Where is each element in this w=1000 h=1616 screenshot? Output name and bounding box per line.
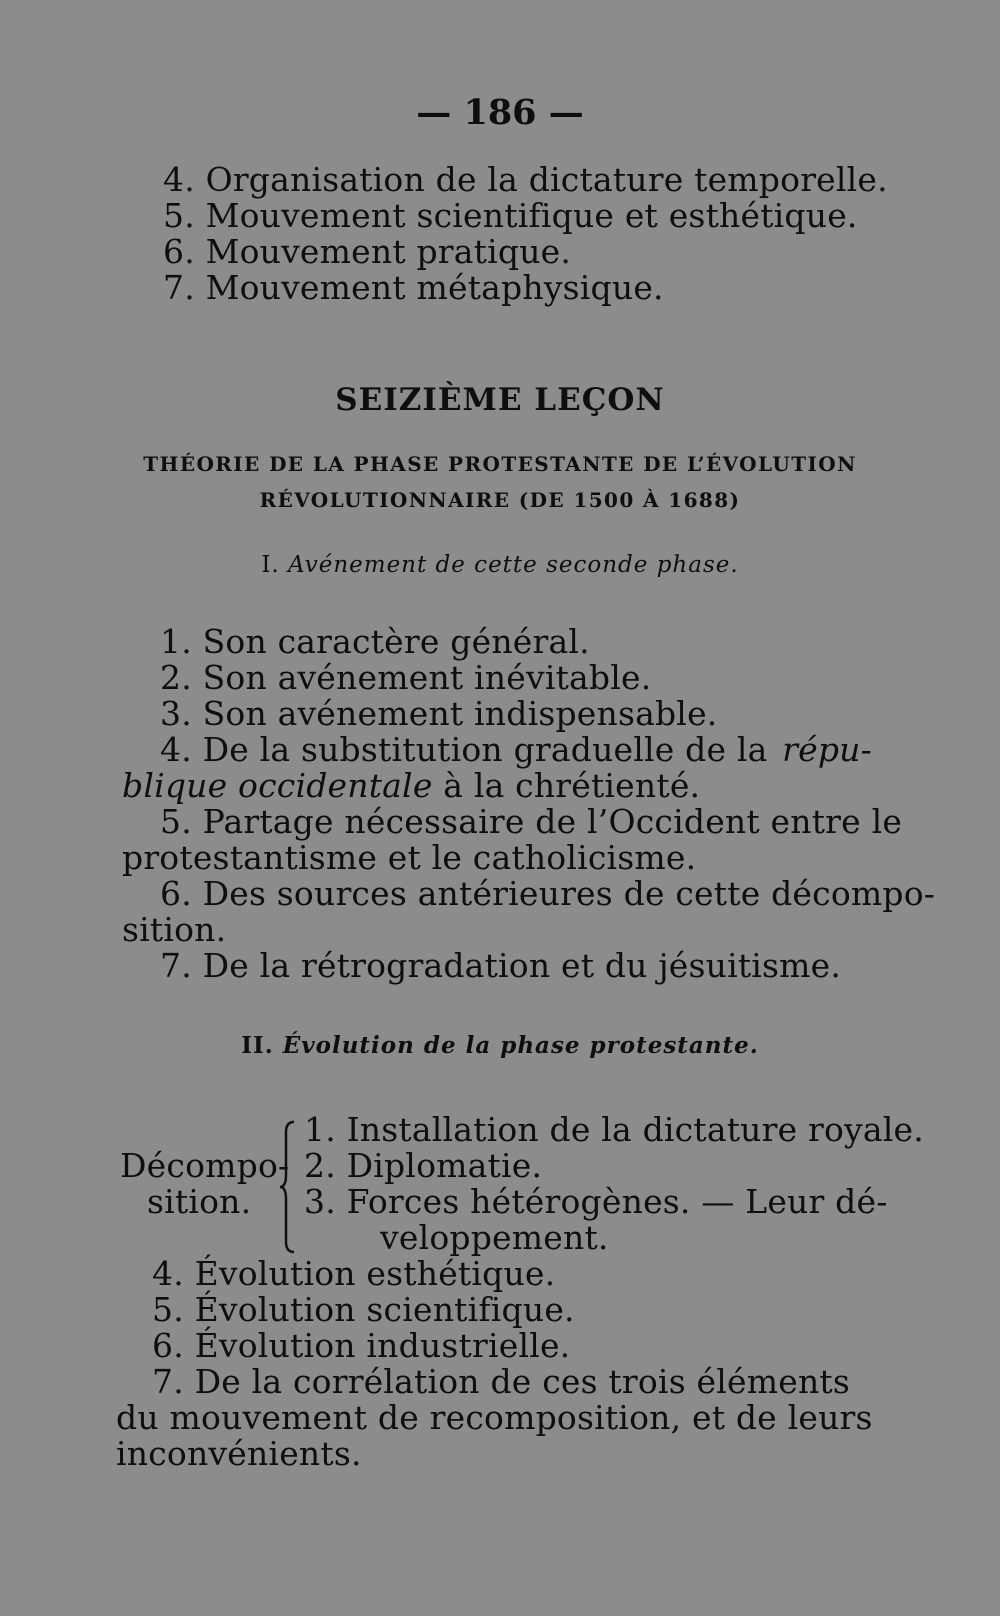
decomposition-item-1: 1. Installation de la dictature royale. <box>304 1110 924 1149</box>
top-list-item-7: 7. Mouvement métaphysique. <box>163 268 664 307</box>
s1-item-5-line-2: protestantisme et le catholicisme. <box>122 838 697 877</box>
s1-item-4-line-2 <box>122 768 700 804</box>
curly-brace-icon <box>278 1120 300 1254</box>
s1-item-6-line-2: sition. <box>122 910 227 949</box>
s2-item-7-line-3: inconvénients. <box>116 1434 362 1473</box>
decomposition-item-3-cont: veloppement. <box>380 1218 609 1257</box>
decomposition-item-2: 2. Diplomatie. <box>304 1146 543 1185</box>
section-1-title: Avénement de cette seconde phase. <box>288 552 739 578</box>
s2-item-6: 6. Évolution industrielle. <box>152 1326 571 1365</box>
top-list-item-6: 6. Mouvement pratique. <box>163 232 572 271</box>
s2-item-5: 5. Évolution scientifique. <box>152 1290 575 1329</box>
s1-item-4-text-2: à la chrétienté. <box>443 766 701 805</box>
lesson-subtitle-line-2: RÉVOLUTIONNAIRE (DE 1500 À 1688) <box>259 488 741 512</box>
s1-item-3: 3. Son avénement indispensable. <box>160 694 718 733</box>
page-number: — 186 — <box>416 92 584 133</box>
s1-item-4-italic-2: blique occidentale <box>122 766 433 805</box>
lesson-title: SEIZIÈME LEÇON <box>335 382 665 418</box>
s1-item-4-text: 4. De la substitution graduelle de la <box>160 730 768 769</box>
s1-item-2: 2. Son avénement inévitable. <box>160 658 652 697</box>
section-1-number: I. <box>261 552 280 578</box>
top-list-item-5: 5. Mouvement scientifique et esthétique. <box>163 196 858 235</box>
decomposition-item-3: 3. Forces hétérogènes. — Leur dé- <box>304 1182 888 1221</box>
top-list-item-4: 4. Organisation de la dictature temporelle. <box>163 160 888 199</box>
s2-item-7-line-2: du mouvement de recomposition, et de leurs <box>116 1398 873 1437</box>
section-2-title: Évolution de la phase protestante. <box>282 1032 759 1059</box>
s1-item-4-line-1 <box>160 732 872 768</box>
s1-item-5-line-1: 5. Partage nécessaire de l’Occident entre le <box>160 802 903 841</box>
section-2-heading <box>0 1032 1000 1059</box>
section-1-heading <box>0 552 1000 578</box>
s2-item-4: 4. Évolution esthétique. <box>152 1254 556 1293</box>
s1-item-6-line-1: 6. Des sources antérieures de cette décompo- <box>160 874 936 913</box>
s1-item-1: 1. Son caractère général. <box>160 622 590 661</box>
section-2-number: II. <box>241 1032 274 1059</box>
decomposition-label-1: Décompo- <box>120 1146 290 1185</box>
lesson-subtitle-line-1: THÉORIE DE LA PHASE PROTESTANTE DE L’ÉVOLUTION <box>143 452 857 476</box>
s1-item-4-italic-1: répu- <box>782 730 872 769</box>
s2-item-7-line-1: 7. De la corrélation de ces trois éléments <box>152 1362 850 1401</box>
decomposition-label-2: sition. <box>147 1182 252 1221</box>
s1-item-7: 7. De la rétrogradation et du jésuitisme. <box>160 946 842 985</box>
